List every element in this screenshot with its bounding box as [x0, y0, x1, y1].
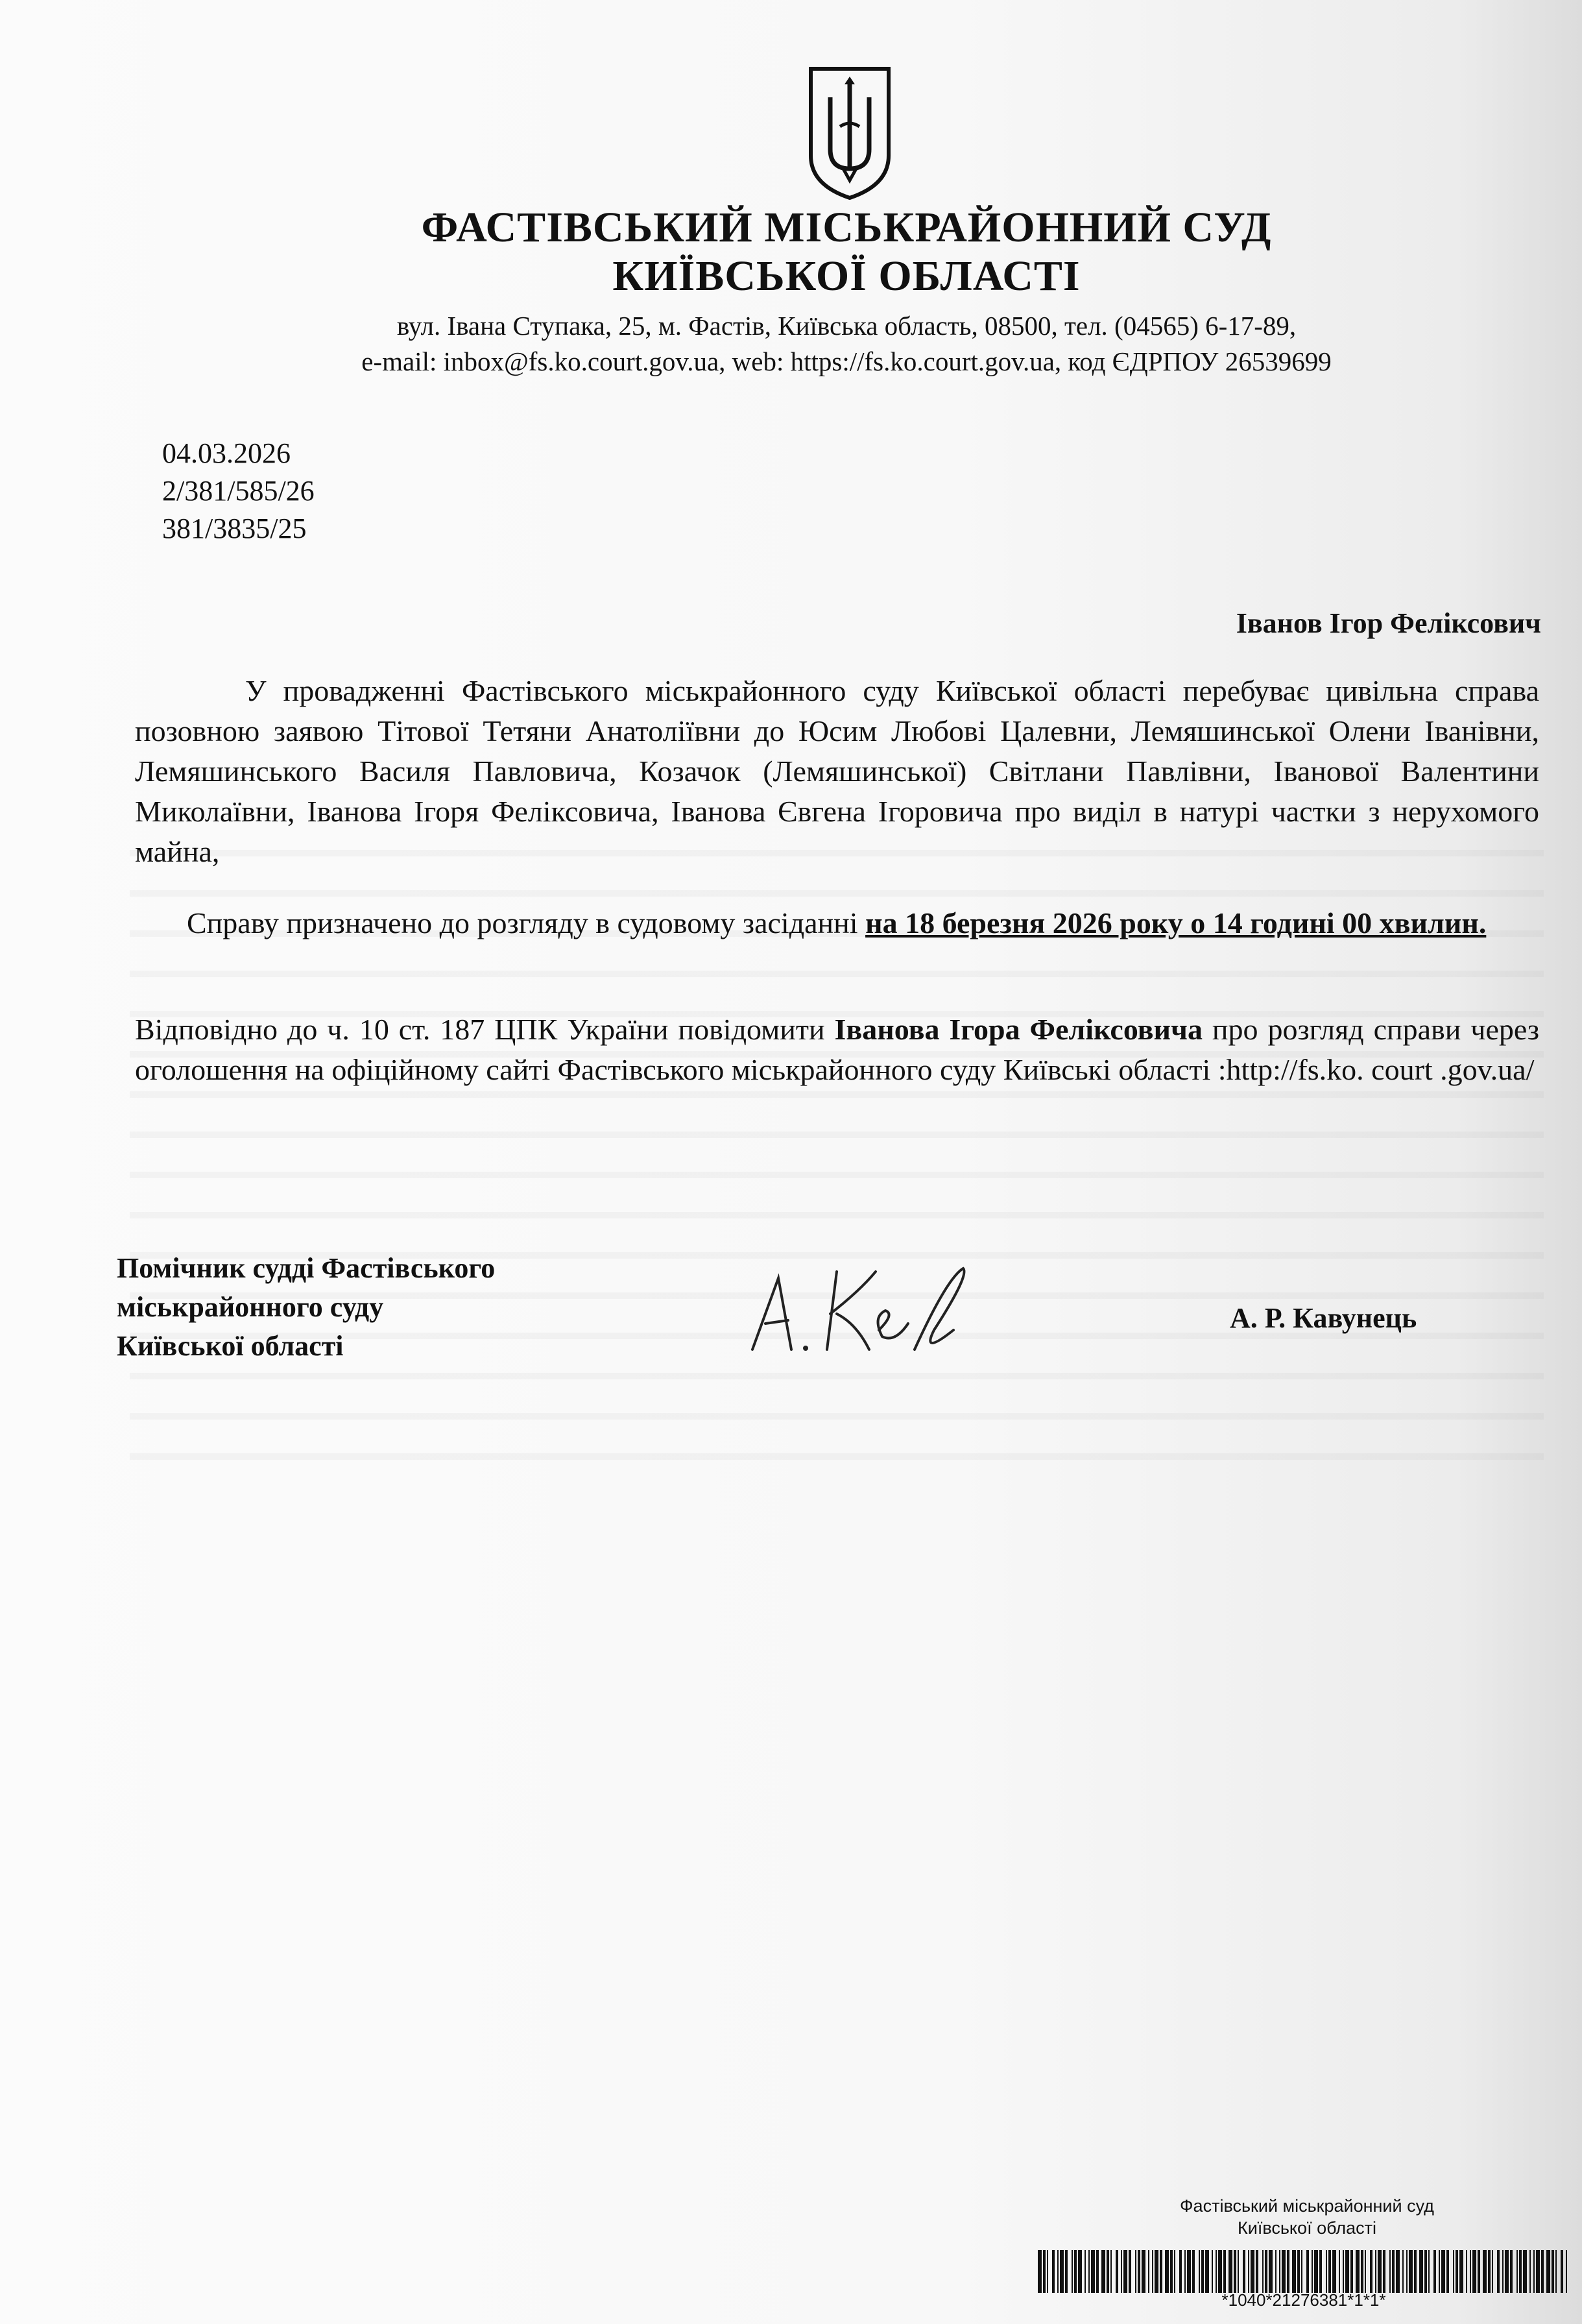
barcode-bar	[1052, 2250, 1055, 2293]
barcode-bar	[1121, 2250, 1122, 2293]
barcode-bar	[1433, 2250, 1436, 2293]
barcode-bar	[1279, 2250, 1280, 2293]
barcode-bar	[1160, 2250, 1162, 2293]
barcode-bar	[1148, 2250, 1149, 2293]
barcode-bar	[1424, 2250, 1427, 2293]
barcode-bar	[1228, 2250, 1232, 2293]
barcode-bar	[1483, 2250, 1487, 2293]
case-description-text: У провадженні Фастівського міськрайонного суду Київської області перебуває цивільна справа позовною заявою Тітової Тетяни Анатоліївни до Юсим Любові Цалевни, Лемяшинської Олени Іванівни, Лемяшинського Василя Павловича, Козачок (Лемяшинської) Світлани Павлівни, Іванової Валентини Миколаївни, Іванова Ігоря Феліксовича, Іванова Євгена Ігоровича про виділ в натурі частки з нерухомого майна,	[135, 674, 1539, 868]
barcode-bar	[1446, 2250, 1449, 2293]
barcode-bar	[1223, 2250, 1226, 2293]
barcode-bar	[1441, 2250, 1445, 2293]
barcode-bar	[1110, 2250, 1112, 2293]
barcode-bar	[1047, 2250, 1048, 2293]
barcode-bar	[1179, 2250, 1182, 2293]
barcode-bar	[1091, 2250, 1095, 2293]
barcode-bar	[1510, 2250, 1513, 2293]
barcode-bar	[1123, 2250, 1127, 2293]
barcode-bar	[1101, 2250, 1105, 2293]
handwritten-signature	[739, 1252, 973, 1369]
barcode-bar	[1546, 2250, 1550, 2293]
barcode-bar	[1269, 2250, 1273, 2293]
barcode-bar	[1488, 2250, 1491, 2293]
barcode-bar	[1129, 2250, 1131, 2293]
barcode-bar	[1533, 2250, 1535, 2293]
barcode-bar	[1187, 2250, 1191, 2293]
barcode-bar	[1312, 2250, 1313, 2293]
barcode-bar	[1375, 2250, 1376, 2293]
barcode-bar	[1389, 2250, 1391, 2293]
barcode-bar	[1292, 2250, 1296, 2293]
barcode-bar	[1155, 2250, 1158, 2293]
barcode-bar	[1072, 2250, 1073, 2293]
signatory-position	[117, 1249, 495, 1366]
barcode-bar	[1523, 2250, 1527, 2293]
stamp-line-1: Фастівський міськрайонний суд	[1180, 2196, 1434, 2216]
barcode-bar	[1265, 2250, 1267, 2293]
barcode-bar	[1184, 2250, 1186, 2293]
barcode-bar	[1350, 2250, 1353, 2293]
barcode-bar	[1459, 2250, 1463, 2293]
position-line-1: Помічник судді Фастівського	[117, 1252, 496, 1284]
barcode-bar	[1419, 2250, 1423, 2293]
barcode-bar	[1472, 2250, 1476, 2293]
barcode-bar	[1218, 2250, 1222, 2293]
notification-rest-text: про розгляд справи через оголошення на офіційному сайті Фастівського міськрайонного суду Київські області :http://fs.ko. court .gov.ua/	[135, 1013, 1540, 1086]
barcode-bar	[1552, 2250, 1554, 2293]
barcode	[1038, 2250, 1570, 2293]
barcode-bar	[1536, 2250, 1540, 2293]
barcode-bar	[1205, 2250, 1209, 2293]
barcode-bar	[1201, 2250, 1204, 2293]
barcode-bar	[1297, 2250, 1300, 2293]
barcode-bar	[1116, 2250, 1118, 2293]
court-address: вул. Івана Ступака, 25, м. Фастів, Київська область, 08500, тел. (04565) 6-17-89,	[396, 311, 1297, 341]
barcode-bar	[1238, 2250, 1239, 2293]
barcode-bar	[1319, 2250, 1322, 2293]
paragraph-case-description	[135, 671, 1539, 872]
barcode-bar	[1466, 2250, 1467, 2293]
barcode-bar	[1453, 2250, 1454, 2293]
barcode-bar	[1152, 2250, 1153, 2293]
barcode-bar	[1541, 2250, 1544, 2293]
outgoing-number: 2/381/585/26	[162, 475, 315, 507]
barcode-bar	[1505, 2250, 1509, 2293]
barcode-bar	[1096, 2250, 1099, 2293]
barcode-bar	[1248, 2250, 1249, 2293]
barcode-bar	[1345, 2250, 1349, 2293]
barcode-bar	[1361, 2250, 1363, 2293]
barcode-bar	[1142, 2250, 1145, 2293]
barcode-bar	[1060, 2250, 1064, 2293]
barcode-bar	[1328, 2250, 1331, 2293]
barcode-bar	[1519, 2250, 1522, 2293]
barcode-bar	[1492, 2250, 1493, 2293]
paragraph-hearing	[135, 903, 1539, 943]
barcode-bar	[1306, 2250, 1309, 2293]
barcode-bar	[1478, 2250, 1480, 2293]
barcode-bar	[1243, 2250, 1245, 2293]
barcode-bar	[1287, 2250, 1289, 2293]
letter-date: 04.03.2026	[162, 437, 291, 469]
stamp-line-2: Київської області	[1238, 2218, 1376, 2238]
barcode-bar	[1165, 2250, 1169, 2293]
court-contacts: e-mail: inbox@fs.ko.court.gov.ua, web: https://fs.ko.court.gov.ua, код ЄДРПОУ 26539699	[361, 346, 1332, 376]
barcode-bar	[1043, 2250, 1046, 2293]
barcode-bar	[1251, 2250, 1254, 2293]
barcode-bar	[1170, 2250, 1173, 2293]
barcode-bar	[1396, 2250, 1400, 2293]
barcode-bar	[1406, 2250, 1408, 2293]
barcode-bar	[1383, 2250, 1385, 2293]
barcode-bar	[1065, 2250, 1068, 2293]
barcode-bar	[1566, 2250, 1567, 2293]
barcode-bar	[1216, 2250, 1217, 2293]
case-number: 381/3835/25	[162, 513, 307, 544]
barcode-bar	[1343, 2250, 1344, 2293]
barcode-bar	[1301, 2250, 1302, 2293]
barcode-bar	[1332, 2250, 1336, 2293]
court-name-line-1: ФАСТІВСЬКИЙ МІСЬКРАЙОННИЙ СУД	[421, 204, 1272, 251]
barcode-bar	[1378, 2250, 1382, 2293]
barcode-bar	[1088, 2250, 1090, 2293]
barcode-bar	[1074, 2250, 1077, 2293]
barcode-bar	[1409, 2250, 1413, 2293]
paragraph-notification	[135, 1010, 1539, 1090]
barcode-bar	[1326, 2250, 1327, 2293]
barcode-bar	[1402, 2250, 1404, 2293]
notified-person-name: Іванова Ігора Феліксовича	[834, 1013, 1203, 1046]
barcode-bar	[1428, 2250, 1430, 2293]
barcode-bar	[1470, 2250, 1471, 2293]
position-line-2: міськрайонного суду	[117, 1291, 384, 1323]
reference-block	[162, 435, 315, 548]
barcode-bar	[1516, 2250, 1518, 2293]
barcode-bar	[1456, 2250, 1458, 2293]
barcode-bar	[1502, 2250, 1504, 2293]
barcode-bar	[1314, 2250, 1318, 2293]
position-line-3: Київської області	[117, 1330, 344, 1362]
barcode-bar	[1392, 2250, 1395, 2293]
barcode-bar	[1107, 2250, 1109, 2293]
barcode-bar	[1439, 2250, 1440, 2293]
barcode-bar	[1370, 2250, 1372, 2293]
notification-intro-text: Відповідно до ч. 10 ст. 187 ЦПК України повідомити	[135, 1013, 835, 1046]
barcode-bar	[1282, 2250, 1286, 2293]
barcode-bar	[1038, 2250, 1042, 2293]
barcode-bar	[1057, 2250, 1059, 2293]
barcode-bar	[1138, 2250, 1140, 2293]
barcode-bar	[1262, 2250, 1264, 2293]
addressee-name: Іванов Ігор Феліксович	[1236, 607, 1541, 639]
signatory-name: А. Р. Кавунець	[1230, 1302, 1417, 1334]
barcode-bar	[1275, 2250, 1276, 2293]
barcode-bar	[1555, 2250, 1557, 2293]
barcode-bar	[1529, 2250, 1531, 2293]
barcode-bar	[1078, 2250, 1082, 2293]
barcode-number: *1040*21276381*1*1*	[1221, 2290, 1386, 2310]
barcode-bar	[1561, 2250, 1563, 2293]
barcode-bar	[1339, 2250, 1340, 2293]
hearing-date-time: на 18 березня 2026 року о 14 годині 00 хвилин.	[865, 906, 1487, 939]
barcode-bar	[1256, 2250, 1258, 2293]
coat-of-arms-emblem	[804, 65, 895, 201]
barcode-bar	[1199, 2250, 1200, 2293]
barcode-bar	[1356, 2250, 1360, 2293]
barcode-bar	[1497, 2250, 1500, 2293]
barcode-bar	[1135, 2250, 1136, 2293]
barcode-bar	[1414, 2250, 1417, 2293]
court-name-line-2: КИЇВСЬКОЇ ОБЛАСТІ	[612, 252, 1081, 300]
barcode-bar	[1365, 2250, 1366, 2293]
registration-stamp	[1164, 2195, 1450, 2239]
barcode-bar	[1212, 2250, 1213, 2293]
barcode-bar	[1085, 2250, 1086, 2293]
barcode-bar	[1234, 2250, 1236, 2293]
barcode-bar	[1192, 2250, 1195, 2293]
hearing-intro-text: Справу призначено до розгляду в судовому засіданні	[187, 906, 866, 939]
barcode-bar	[1174, 2250, 1175, 2293]
